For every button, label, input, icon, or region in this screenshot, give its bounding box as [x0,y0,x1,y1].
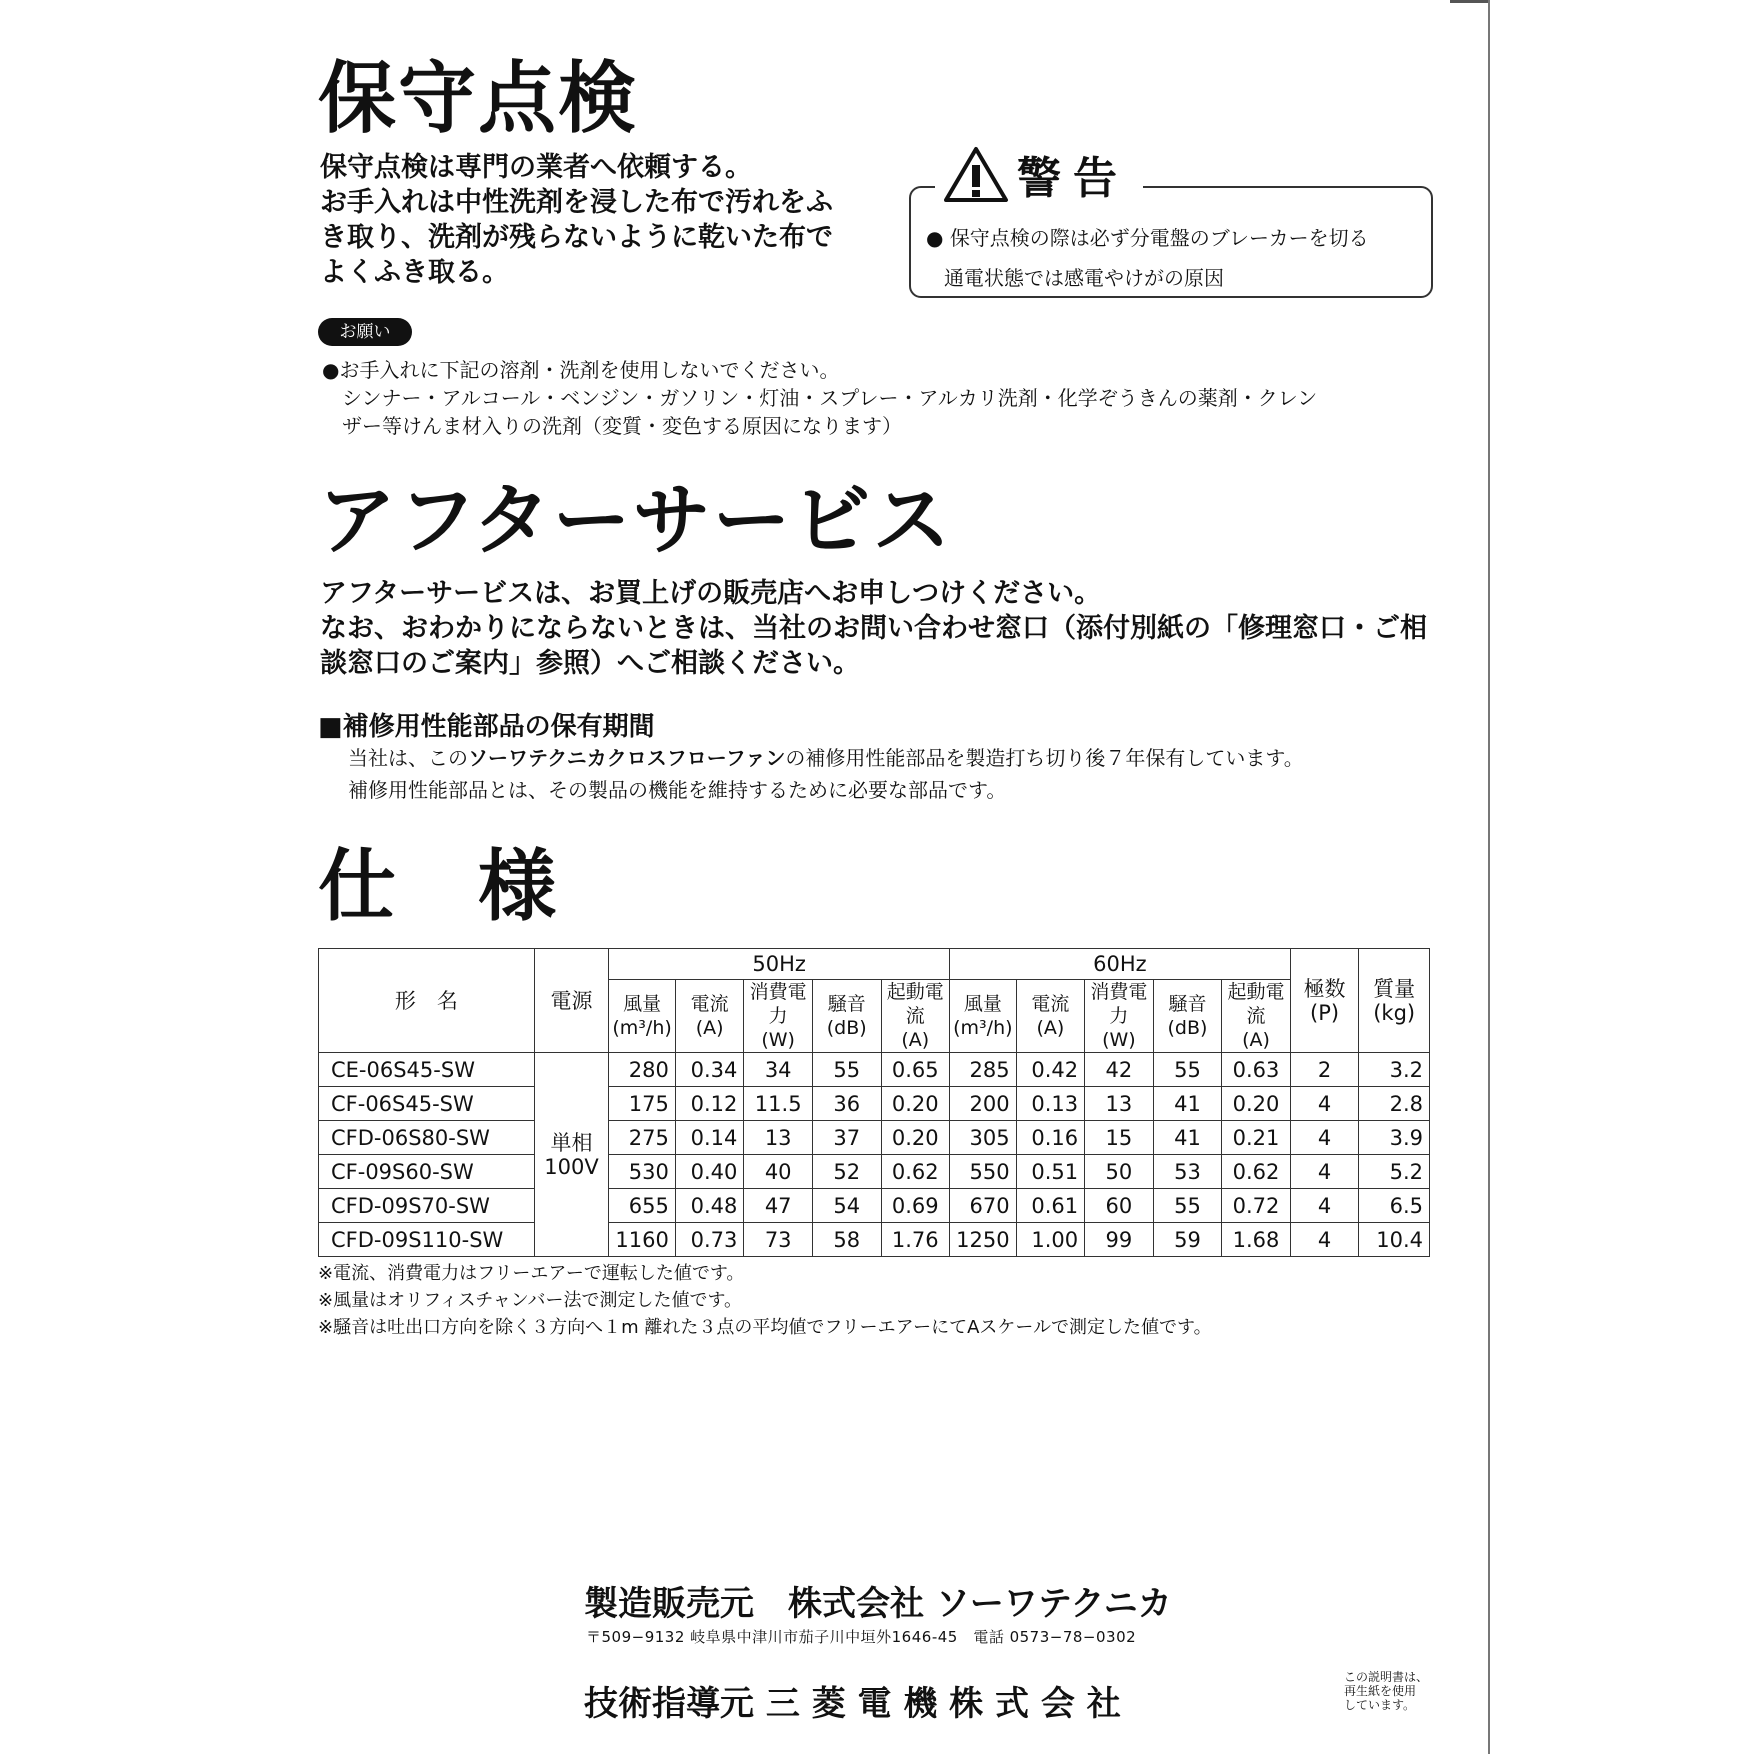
spec-notes [318,1260,1212,1341]
cell-current-60: 0.51 [1016,1155,1085,1189]
cell-mass: 6.5 [1359,1189,1430,1223]
warning-text-1: 保守点検の際は必ず分電盤のブレーカーを切る [949,226,1369,250]
cell-current-50: 0.14 [675,1121,744,1155]
cell-consumption-60: 60 [1085,1189,1154,1223]
cell-consumption-60: 15 [1085,1121,1154,1155]
cell-start-current-60: 0.72 [1222,1189,1291,1223]
after-service-line: アフターサービスは、お買上げの販売店へお申しつけください。 [320,578,1102,609]
maintenance-title: 保守点検 [318,54,639,144]
request-line-1: ●お手入れに下記の溶剤・洗剤を使用しないでください。 [322,358,840,382]
cell-noise-60: 41 [1153,1121,1222,1155]
cell-start-current-60: 0.62 [1222,1155,1291,1189]
header-consumption-60: 消費電力 (W) [1085,980,1154,1053]
table-row [319,1087,1430,1121]
cell-model: CE-06S45-SW [319,1053,535,1087]
cell-power-supply: 単相 100V [534,1053,609,1257]
cell-current-60: 0.61 [1016,1189,1085,1223]
recycle-line: 再生紙を使用 [1344,1684,1417,1698]
cell-airflow-50: 175 [609,1087,676,1121]
table-row [319,1189,1430,1223]
header-start-current-50: 起動電流 (A) [881,980,950,1053]
recycle-line: しています。 [1344,1698,1416,1712]
after-service-line: 談窓口のご案内」参照）へご相談ください。 [320,648,860,679]
maintenance-text [320,150,833,290]
parts-period-heading: ■補修用性能部品の保有期間 [318,712,655,742]
cell-airflow-50: 280 [609,1053,676,1087]
cell-mass: 5.2 [1359,1155,1430,1189]
cell-start-current-50: 0.65 [881,1053,950,1087]
table-row [319,1155,1430,1189]
cell-consumption-50: 73 [744,1223,813,1257]
cell-poles: 4 [1290,1223,1359,1257]
parts-period-note-2: 補修用性能部品とは、その製品の機能を維持するために必要な部品です。 [348,778,1007,802]
spec-table [318,948,1430,1257]
cell-poles: 4 [1290,1155,1359,1189]
note-product-name: ソーワテクニカクロスフローファン [468,746,786,770]
cell-noise-50: 58 [812,1223,881,1257]
header-start-current-60: 起動電流 (A) [1222,980,1291,1053]
after-service-title: アフターサービス [318,476,953,566]
cell-consumption-60: 50 [1085,1155,1154,1189]
cell-start-current-60: 0.63 [1222,1053,1291,1087]
cell-model: CFD-09S70-SW [319,1189,535,1223]
header-noise-60: 騒音 (dB) [1153,980,1222,1053]
cell-consumption-50: 11.5 [744,1087,813,1121]
cell-consumption-50: 34 [744,1053,813,1087]
cell-airflow-50: 1160 [609,1223,676,1257]
cell-noise-60: 55 [1153,1189,1222,1223]
request-line-3: ザー等けんま材入りの洗剤（変質・変色する原因になります） [342,414,902,438]
cell-mass: 3.9 [1359,1121,1430,1155]
cell-poles: 2 [1290,1053,1359,1087]
header-50hz: 50Hz [609,949,950,980]
cell-consumption-60: 99 [1085,1223,1154,1257]
cell-airflow-60: 550 [950,1155,1017,1189]
manufacturer: 製造販売元 株式会社 ソーワテクニカ [584,1584,1172,1624]
cell-start-current-50: 1.76 [881,1223,950,1257]
note-suffix: の補修用性能部品を製造打ち切り後７年保有しています。 [785,746,1304,770]
cell-consumption-50: 47 [744,1189,813,1223]
after-service-line: なお、おわかりにならないときは、当社のお問い合わせ窓口（添付別紙の「修理窓口・ご相 [320,613,1427,644]
cell-current-50: 0.40 [675,1155,744,1189]
cell-current-50: 0.48 [675,1189,744,1223]
cell-noise-60: 53 [1153,1155,1222,1189]
cell-model: CFD-09S110-SW [319,1223,535,1257]
request-badge: お願い [318,318,412,346]
cell-start-current-50: 0.20 [881,1121,950,1155]
cell-airflow-60: 200 [950,1087,1017,1121]
cell-poles: 4 [1290,1121,1359,1155]
cell-start-current-60: 0.20 [1222,1087,1291,1121]
header-airflow-50: 風量 (m³/h) [609,980,676,1053]
cell-start-current-50: 0.20 [881,1087,950,1121]
cell-mass: 3.2 [1359,1053,1430,1087]
manufacturer-address: 〒509−9132 岐阜県中津川市茄子川中垣外1646-45 電話 0573−78−0302 [586,1628,1137,1646]
cell-noise-60: 41 [1153,1087,1222,1121]
table-row [319,1053,1430,1087]
cell-airflow-60: 305 [950,1121,1017,1155]
cell-airflow-60: 285 [950,1053,1017,1087]
cell-current-50: 0.73 [675,1223,744,1257]
spec-note: ※風量はオリフィスチャンバー法で測定した値です。 [318,1290,743,1311]
parts-period-note-1 [348,744,1304,772]
cell-airflow-50: 655 [609,1189,676,1223]
warning-triangle-icon [943,145,1009,203]
cell-airflow-50: 275 [609,1121,676,1155]
cell-consumption-60: 13 [1085,1087,1154,1121]
maintenance-line: よくふき取る。 [320,257,509,288]
cell-noise-60: 55 [1153,1053,1222,1087]
header-consumption-50: 消費電力 (W) [744,980,813,1053]
cell-current-60: 0.16 [1016,1121,1085,1155]
maintenance-line: お手入れは中性洗剤を浸した布で汚れをふ [320,187,833,218]
warning-line-2: 通電状態では感電やけがの原因 [944,266,1224,290]
spec-note: ※電流、消費電力はフリーエアーで運転した値です。 [318,1263,745,1284]
header-60hz: 60Hz [950,949,1291,980]
note-prefix: 当社は、この [348,746,468,770]
cell-model: CFD-06S80-SW [319,1121,535,1155]
header-airflow-60: 風量 (m³/h) [950,980,1017,1053]
recycle-line: この説明書は、 [1344,1670,1429,1684]
maintenance-line: 保守点検は専門の業者へ依頼する。 [320,152,752,183]
cell-current-50: 0.34 [675,1053,744,1087]
cell-mass: 10.4 [1359,1223,1430,1257]
header-power: 電源 [534,949,609,1053]
cell-airflow-60: 670 [950,1189,1017,1223]
cell-noise-50: 55 [812,1053,881,1087]
cell-noise-60: 59 [1153,1223,1222,1257]
cell-start-current-50: 0.62 [881,1155,950,1189]
warning-header [935,144,1143,204]
spec-title: 仕 様 [318,842,559,932]
cell-model: CF-09S60-SW [319,1155,535,1189]
cell-poles: 4 [1290,1189,1359,1223]
warning-line-1: ● 保守点検の際は必ず分電盤のブレーカーを切る [926,226,1369,250]
cell-consumption-50: 40 [744,1155,813,1189]
cell-current-50: 0.12 [675,1087,744,1121]
cell-current-60: 1.00 [1016,1223,1085,1257]
cell-noise-50: 52 [812,1155,881,1189]
cell-noise-50: 37 [812,1121,881,1155]
header-mass: 質量 (kg) [1359,949,1430,1053]
page-edge-line [1488,0,1490,1754]
cell-noise-50: 54 [812,1189,881,1223]
cell-start-current-60: 0.21 [1222,1121,1291,1155]
header-current-60: 電流 (A) [1016,980,1085,1053]
cell-start-current-60: 1.68 [1222,1223,1291,1257]
recycled-paper-note [1344,1670,1428,1712]
cell-poles: 4 [1290,1087,1359,1121]
cell-mass: 2.8 [1359,1087,1430,1121]
header-current-50: 電流 (A) [675,980,744,1053]
header-noise-50: 騒音 (dB) [812,980,881,1053]
cell-airflow-50: 530 [609,1155,676,1189]
cell-noise-50: 36 [812,1087,881,1121]
cell-consumption-60: 42 [1085,1053,1154,1087]
cell-start-current-50: 0.69 [881,1189,950,1223]
technical-guidance: 技術指導元 三 菱 電 機 株 式 会 社 [584,1684,1121,1724]
page-edge-mark [1450,0,1490,3]
cell-current-60: 0.13 [1016,1087,1085,1121]
request-line-2: シンナー・アルコール・ベンジン・ガソリン・灯油・スプレー・アルカリ洗剤・化学ぞうきんの薬剤・クレン [342,386,1318,410]
warning-title: 警告 [1017,153,1129,204]
after-service-text [320,576,1427,681]
table-row [319,1121,1430,1155]
maintenance-line: き取り、洗剤が残らないように乾いた布で [320,222,833,253]
table-row [319,1223,1430,1257]
header-model: 形 名 [319,949,535,1053]
spec-note: ※騒音は吐出口方向を除く３方向へ１m 離れた３点の平均値でフリーエアーにてAスケールで測定した値です。 [318,1317,1212,1338]
cell-current-60: 0.42 [1016,1053,1085,1087]
cell-consumption-50: 13 [744,1121,813,1155]
cell-model: CF-06S45-SW [319,1087,535,1121]
cell-airflow-60: 1250 [950,1223,1017,1257]
header-poles: 極数 (P) [1290,949,1359,1053]
